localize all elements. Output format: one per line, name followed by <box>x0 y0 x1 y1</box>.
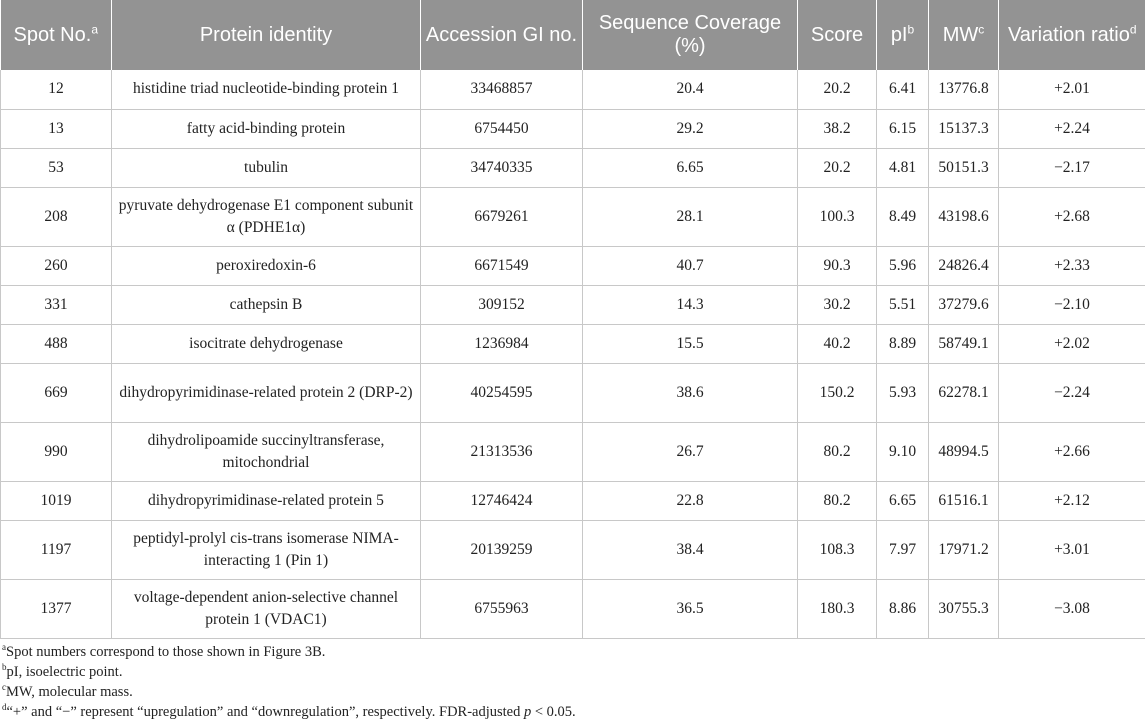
cell-accession: 6754450 <box>421 109 583 148</box>
cell-pi: 8.86 <box>877 579 929 638</box>
cell-accession: 20139259 <box>421 520 583 579</box>
cell-mw: 50151.3 <box>929 148 999 187</box>
cell-ratio: +2.24 <box>999 109 1145 148</box>
header-pi: $pI^b$ <box>877 0 929 70</box>
cell-accession: 33468857 <box>421 70 583 109</box>
cell-accession: 12746424 <box>421 481 583 520</box>
table-row <box>1 70 1145 109</box>
cell-mw: 48994.5 <box>929 422 999 481</box>
cell-mw: 58749.1 <box>929 324 999 363</box>
cell-coverage: 14.3 <box>583 285 798 324</box>
cell-protein: histidine triad nucleotide-binding protein 1 <box>112 70 421 109</box>
cell-ratio: −2.24 <box>999 363 1145 422</box>
cell-pi: 8.89 <box>877 324 929 363</box>
table-row <box>1 324 1145 363</box>
cell-score: 40.2 <box>798 324 877 363</box>
cell-spot: 488 <box>1 324 112 363</box>
cell-protein: cathepsin B <box>112 285 421 324</box>
cell-spot: 990 <box>1 422 112 481</box>
cell-pi: 8.49 <box>877 187 929 246</box>
cell-score: 150.2 <box>798 363 877 422</box>
cell-mw: 37279.6 <box>929 285 999 324</box>
cell-protein: pyruvate dehydrogenase E1 component subunit α (PDHE1α) <box>112 187 421 246</box>
cell-score: 80.2 <box>798 422 877 481</box>
cell-spot: 331 <box>1 285 112 324</box>
cell-coverage: 6.65 <box>583 148 798 187</box>
cell-pi: 5.96 <box>877 246 929 285</box>
cell-accession: 6755963 <box>421 579 583 638</box>
cell-protein: peroxiredoxin-6 <box>112 246 421 285</box>
cell-score: 108.3 <box>798 520 877 579</box>
cell-spot: 12 <box>1 70 112 109</box>
cell-spot: 1197 <box>1 520 112 579</box>
header-sequence-coverage: Sequence Coverage (%) <box>583 0 798 70</box>
cell-mw: 15137.3 <box>929 109 999 148</box>
cell-ratio: +2.01 <box>999 70 1145 109</box>
header-accession: Accession GI no. <box>421 0 583 70</box>
cell-pi: 5.93 <box>877 363 929 422</box>
cell-ratio: −2.17 <box>999 148 1145 187</box>
cell-protein: dihydrolipoamide succinyltransferase, mitochondrial <box>112 422 421 481</box>
table-row <box>1 579 1145 638</box>
footnote-a: $^a$Spot numbers correspond to those shown in Figure 3B. <box>2 642 326 660</box>
header-spot-no: Spot No.$^a$ <box>1 0 112 70</box>
table-row <box>1 481 1145 520</box>
cell-pi: 6.41 <box>877 70 929 109</box>
cell-coverage: 20.4 <box>583 70 798 109</box>
cell-accession: 34740335 <box>421 148 583 187</box>
cell-accession: 6679261 <box>421 187 583 246</box>
cell-coverage: 29.2 <box>583 109 798 148</box>
cell-accession: 40254595 <box>421 363 583 422</box>
footnote-c: $^c$MW, molecular mass. <box>2 682 133 700</box>
cell-mw: 24826.4 <box>929 246 999 285</box>
cell-pi: 6.65 <box>877 481 929 520</box>
cell-spot: 260 <box>1 246 112 285</box>
cell-ratio: −3.08 <box>999 579 1145 638</box>
footnote-d: $^d$“+” and “−” represent “upregulation” and “downregulation”, respectively. FDR-adjusted p < 0.05. <box>2 702 576 720</box>
cell-protein: dihydropyrimidinase-related protein 5 <box>112 481 421 520</box>
cell-protein: dihydropyrimidinase-related protein 2 (DRP-2) <box>112 363 421 422</box>
cell-ratio: +2.68 <box>999 187 1145 246</box>
cell-score: 38.2 <box>798 109 877 148</box>
cell-ratio: +2.02 <box>999 324 1145 363</box>
cell-protein: fatty acid-binding protein <box>112 109 421 148</box>
header-score: Score <box>798 0 877 70</box>
header-row <box>1 0 1145 70</box>
cell-ratio: −2.10 <box>999 285 1145 324</box>
cell-score: 30.2 <box>798 285 877 324</box>
cell-mw: 43198.6 <box>929 187 999 246</box>
table-header <box>1 0 1145 70</box>
table-row <box>1 422 1145 481</box>
cell-pi: 5.51 <box>877 285 929 324</box>
table-row <box>1 285 1145 324</box>
cell-mw: 17971.2 <box>929 520 999 579</box>
cell-ratio: +2.33 <box>999 246 1145 285</box>
cell-spot: 53 <box>1 148 112 187</box>
cell-pi: 4.81 <box>877 148 929 187</box>
cell-pi: 9.10 <box>877 422 929 481</box>
cell-coverage: 36.5 <box>583 579 798 638</box>
cell-ratio: +3.01 <box>999 520 1145 579</box>
cell-score: 180.3 <box>798 579 877 638</box>
cell-coverage: 40.7 <box>583 246 798 285</box>
header-mw: $MW^c$ <box>929 0 999 70</box>
cell-pi: 6.15 <box>877 109 929 148</box>
table-row <box>1 246 1145 285</box>
cell-score: 20.2 <box>798 148 877 187</box>
cell-spot: 208 <box>1 187 112 246</box>
cell-coverage: 26.7 <box>583 422 798 481</box>
table-row <box>1 187 1145 246</box>
cell-accession: 6671549 <box>421 246 583 285</box>
cell-spot: 669 <box>1 363 112 422</box>
table-row <box>1 363 1145 422</box>
cell-mw: 61516.1 <box>929 481 999 520</box>
cell-score: 20.2 <box>798 70 877 109</box>
cell-accession: 309152 <box>421 285 583 324</box>
table-row <box>1 148 1145 187</box>
cell-coverage: 38.4 <box>583 520 798 579</box>
cell-ratio: +2.66 <box>999 422 1145 481</box>
cell-mw: 62278.1 <box>929 363 999 422</box>
cell-ratio: +2.12 <box>999 481 1145 520</box>
table-row <box>1 109 1145 148</box>
cell-protein: isocitrate dehydrogenase <box>112 324 421 363</box>
cell-coverage: 28.1 <box>583 187 798 246</box>
cell-score: 100.3 <box>798 187 877 246</box>
cell-coverage: 22.8 <box>583 481 798 520</box>
cell-protein: voltage-dependent anion-selective channel protein 1 (VDAC1) <box>112 579 421 638</box>
cell-score: 80.2 <box>798 481 877 520</box>
cell-spot: 13 <box>1 109 112 148</box>
cell-accession: 1236984 <box>421 324 583 363</box>
table-body <box>1 70 1145 638</box>
footnote-b: $^b$pI, isoelectric point. <box>2 662 123 680</box>
cell-spot: 1019 <box>1 481 112 520</box>
header-protein-identity: Protein identity <box>112 0 421 70</box>
cell-protein: peptidyl-prolyl cis-trans isomerase NIMA-interacting 1 (Pin 1) <box>112 520 421 579</box>
cell-accession: 21313536 <box>421 422 583 481</box>
cell-pi: 7.97 <box>877 520 929 579</box>
cell-protein: tubulin <box>112 148 421 187</box>
table-footnotes <box>0 642 1145 722</box>
cell-mw: 13776.8 <box>929 70 999 109</box>
cell-coverage: 38.6 <box>583 363 798 422</box>
table-row <box>1 520 1145 579</box>
cell-coverage: 15.5 <box>583 324 798 363</box>
cell-score: 90.3 <box>798 246 877 285</box>
cell-mw: 30755.3 <box>929 579 999 638</box>
cell-spot: 1377 <box>1 579 112 638</box>
header-variation-ratio: Variation ratio$^d$ <box>999 0 1145 70</box>
